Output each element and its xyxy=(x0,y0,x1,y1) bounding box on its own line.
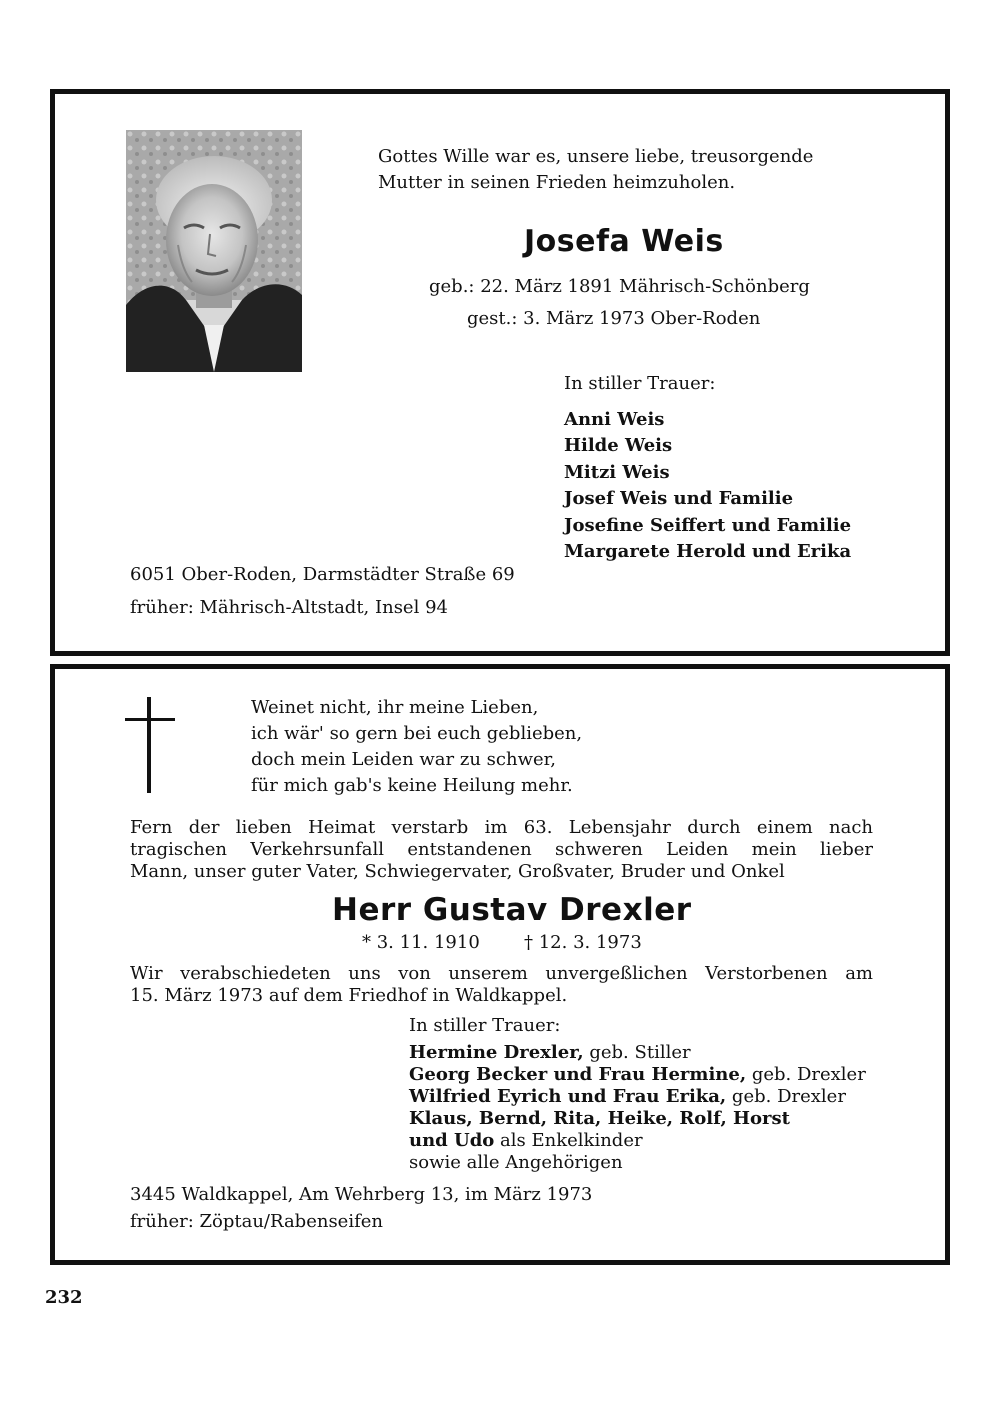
mourner-name: Hilde Weis xyxy=(564,435,673,457)
announcement-line: Mann, unser guter Vater, Schwiegervater, Großvater, Bruder und Onkel xyxy=(130,861,785,882)
cross-icon xyxy=(125,697,175,793)
mourner-entry xyxy=(409,1108,866,1130)
notice2-born: * 3. 11. 1910 xyxy=(362,932,480,953)
page-number: 232 xyxy=(45,1287,83,1308)
poem-line: ich wär' so gern bei euch geblieben, xyxy=(251,723,583,744)
notice2-mourning-label: In stiller Trauer: xyxy=(409,1015,561,1036)
intro-line: Mutter in seinen Frieden heimzuholen. xyxy=(378,172,736,193)
mourner-name: Margarete Herold und Erika xyxy=(564,541,852,563)
notice2-address: 3445 Waldkappel, Am Wehrberg 13, im März 1973 xyxy=(130,1184,593,1205)
funeral-line: Wir verabschiedeten uns von unserem unvergeßlichen Verstorbenen am xyxy=(130,963,873,984)
mourner-detail: als Enkelkinder xyxy=(494,1130,643,1151)
mourner-detail: geb. Drexler xyxy=(726,1086,846,1107)
notice1-former-address: früher: Mährisch-Altstadt, Insel 94 xyxy=(130,597,448,618)
mourner-name: Josef Weis und Familie xyxy=(564,488,794,510)
mourner-detail: geb. Drexler xyxy=(746,1064,866,1085)
poem-line: Weinet nicht, ihr meine Lieben, xyxy=(251,697,539,718)
mourner-name: Georg Becker und Frau Hermine, xyxy=(409,1064,747,1085)
notice2-death-announcement xyxy=(130,817,873,883)
notice1-died: gest.: 3. März 1973 Ober-Roden xyxy=(467,308,761,329)
mourner-entry xyxy=(409,1042,866,1064)
notice1-mourners-list xyxy=(564,407,851,565)
notice2-poem xyxy=(251,695,582,799)
notice2-funeral-info xyxy=(130,963,873,1007)
mourner-name: Hermine Drexler, xyxy=(409,1042,584,1063)
portrait-photo xyxy=(126,130,302,372)
mourner-name: Wilfried Eyrich und Frau Erika, xyxy=(409,1086,727,1107)
mourner-detail: geb. Stiller xyxy=(583,1042,691,1063)
announcement-line: tragischen Verkehrsunfall entstandenen schweren Leiden mein lieber xyxy=(130,839,873,860)
notice1-mourning-label: In stiller Trauer: xyxy=(564,373,716,394)
notice1-address: 6051 Ober-Roden, Darmstädter Straße 69 xyxy=(130,564,515,585)
mourner-entry xyxy=(409,1130,866,1152)
deceased-name-josefa-weis: Josefa Weis xyxy=(524,224,724,259)
notice1-intro xyxy=(378,144,813,196)
poem-line: doch mein Leiden war zu schwer, xyxy=(251,749,556,770)
notice2-former-address: früher: Zöptau/Rabenseifen xyxy=(130,1211,384,1232)
mourner-entry xyxy=(409,1064,866,1086)
mourner-name: Mitzi Weis xyxy=(564,461,670,483)
deceased-name-gustav-drexler: Herr Gustav Drexler xyxy=(332,892,692,928)
mourner-name: Klaus, Bernd, Rita, Heike, Rolf, Horst xyxy=(409,1108,790,1129)
mourner-name: und Udo xyxy=(409,1130,495,1151)
notice2-died: † 12. 3. 1973 xyxy=(524,932,642,953)
mourner-name: Josefine Seiffert und Familie xyxy=(564,514,852,536)
mourner-entry xyxy=(409,1086,866,1108)
mourner-detail: sowie alle Angehörigen xyxy=(409,1152,623,1173)
poem-line: für mich gab's keine Heilung mehr. xyxy=(251,775,573,796)
mourner-name: Anni Weis xyxy=(564,409,665,430)
notice1-born: geb.: 22. März 1891 Mährisch-Schönberg xyxy=(429,276,810,297)
notice2-mourners-list xyxy=(409,1042,866,1174)
announcement-line: Fern der lieben Heimat verstarb im 63. Lebensjahr durch einem nach xyxy=(130,817,873,838)
funeral-line: 15. März 1973 auf dem Friedhof in Waldkappel. xyxy=(130,985,568,1006)
mourner-entry xyxy=(409,1152,866,1174)
intro-line: Gottes Wille war es, unsere liebe, treusorgende xyxy=(378,146,814,167)
